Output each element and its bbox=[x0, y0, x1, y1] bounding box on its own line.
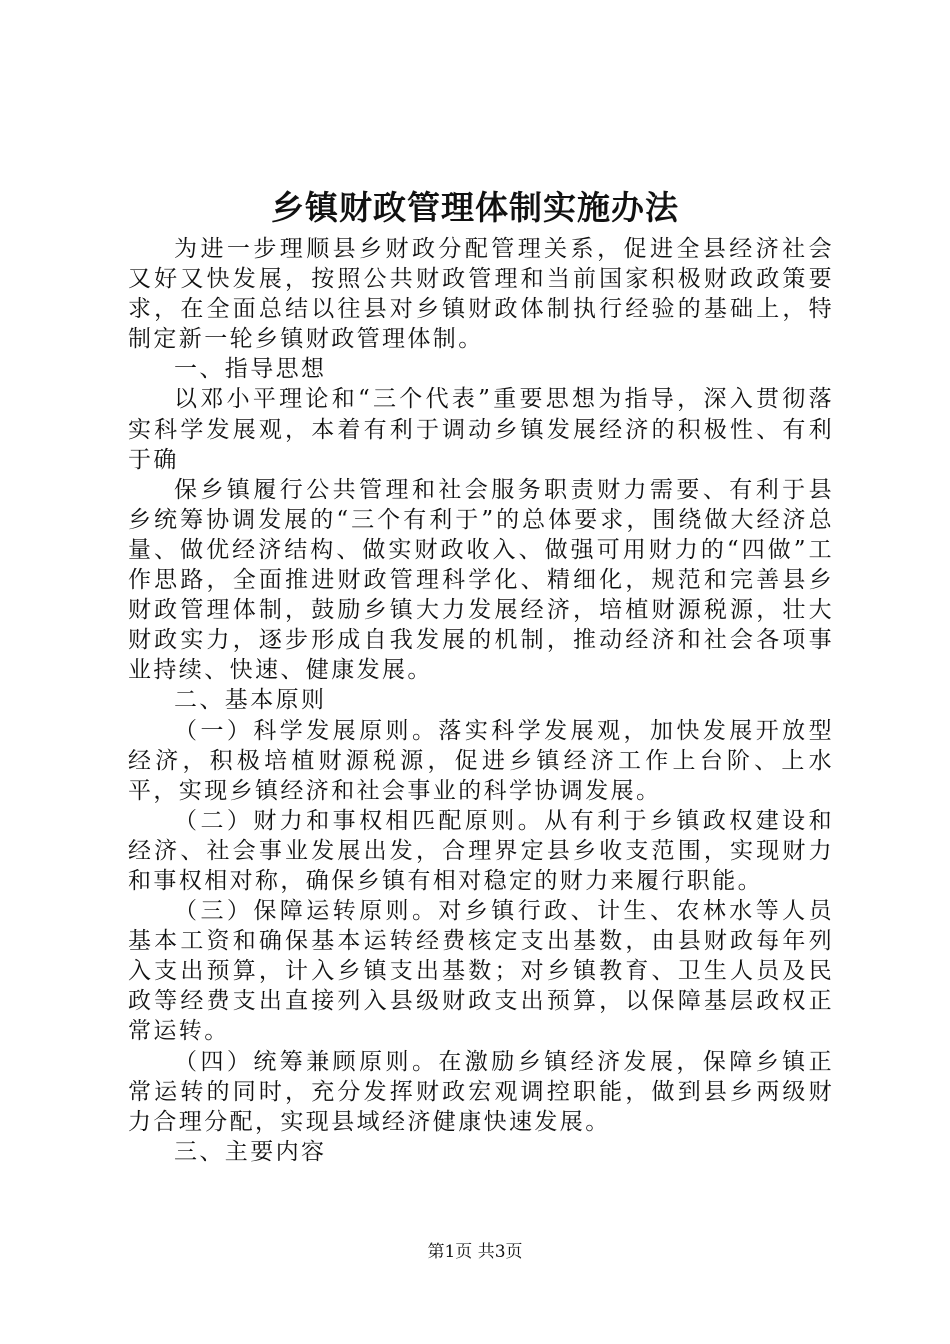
document-title: 乡镇财政管理体制实施办法 bbox=[271, 188, 679, 227]
section-heading-basic-principles: 二、基本原则 bbox=[174, 687, 327, 714]
document-body bbox=[128, 234, 834, 1167]
principle-3-paragraph: （三）保障运转原则。对乡镇行政、计生、农林水等人员基本工资和确保基本运转经费核定支出基数，由县财政每年列入支出预算，计入乡镇支出基数；对乡镇教育、卫生人员及民政等经费支出直接列入县级财政支出预算，以保障基层政权正常运转。 bbox=[128, 898, 834, 1045]
intro-paragraph: 为进一步理顺县乡财政分配管理关系，促进全县经济社会又好又快发展，按照公共财政管理和当前国家积极财政政策要求，在全面总结以往县对乡镇财政体制执行经验的基础上，特制定新一轮乡镇财政管理体制。 bbox=[128, 236, 834, 353]
section-heading-guiding-ideology: 一、指导思想 bbox=[174, 356, 327, 383]
page-number-footer: 第1页 共3页 bbox=[427, 1242, 523, 1262]
principle-4-paragraph: （四）统筹兼顾原则。在激励乡镇经济发展，保障乡镇正常运转的同时，充分发挥财政宏观调控职能，做到县乡两级财力合理分配，实现县域经济健康快速发展。 bbox=[128, 1048, 834, 1135]
guiding-ideology-paragraph-1: 以邓小平理论和“三个代表”重要思想为指导，深入贯彻落实科学发展观，本着有利于调动乡镇发展经济的积极性、有利于确 bbox=[128, 386, 834, 473]
principle-1-paragraph: （一）科学发展原则。落实科学发展观，加快发展开放型经济，积极培植财源税源，促进乡镇经济工作上台阶、上水平，实现乡镇经济和社会事业的科学协调发展。 bbox=[128, 717, 834, 804]
principle-2-paragraph: （二）财力和事权相匹配原则。从有利于乡镇政权建设和经济、社会事业发展出发，合理界定县乡收支范围，实现财力和事权相对称，确保乡镇有相对稳定的财力来履行职能。 bbox=[128, 807, 834, 894]
section-heading-main-content: 三、主要内容 bbox=[174, 1138, 327, 1165]
guiding-ideology-paragraph-2: 保乡镇履行公共管理和社会服务职责财力需要、有利于县乡统筹协调发展的“三个有利于”的总体要求，围绕做大经济总量、做优经济结构、做实财政收入、做强可用财力的“四做”工作思路，全面推进财政管理科学化、精细化，规范和完善县乡财政管理体制，鼓励乡镇大力发展经济，培植财源税源，壮大财政实力，逐步形成自我发展的机制，推动经济和社会各项事业持续、快速、健康发展。 bbox=[128, 476, 834, 684]
